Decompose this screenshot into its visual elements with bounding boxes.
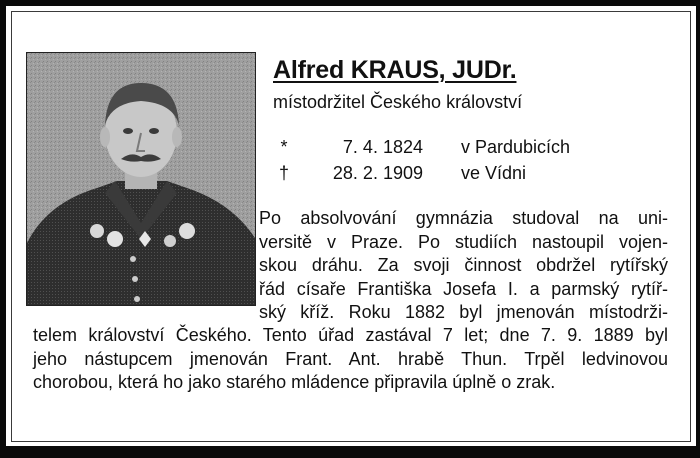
birth-place: v Pardubicích — [461, 137, 571, 157]
death-place: ve Vídni — [461, 163, 527, 183]
biography-text-beside-photo — [259, 207, 668, 325]
bio-line: versitě v Praze. Po studiích nastoupil vojen- — [259, 231, 668, 252]
bio-line: telem království Českého. Tento úřad zastával 7 let; dne 7. 9. 1889 byl — [33, 325, 668, 345]
portrait-photo — [26, 52, 256, 306]
bio-line: řád císaře Františka Josefa I. a parmský rytíř- — [259, 278, 668, 299]
bio-line: ský kříž. Roku 1882 byl jmenován místodrži- — [259, 302, 668, 322]
bio-line: skou dráhu. Za svoji činnost obdržel rytířský — [259, 255, 668, 275]
bio-line: chorobou, která ho jako starého mládence připravila úplně o zrak. — [33, 372, 556, 392]
death-symbol: † — [278, 163, 289, 183]
birth-date: 7. 4. 1824 — [342, 137, 423, 157]
bio-line: Po absolvování gymnázia studoval na uni- — [259, 208, 668, 228]
person-role: místodržitel Českého království — [273, 92, 523, 112]
person-name: Alfred KRAUS, JUDr. — [273, 56, 517, 84]
birth-symbol: * — [280, 137, 288, 157]
biography-text-full-width — [33, 324, 668, 395]
bio-line: jeho nástupcem jmenován Frant. Ant. hrabě Thun. Trpěl ledvinovou — [33, 348, 668, 369]
death-date: 28. 2. 1909 — [332, 163, 423, 183]
